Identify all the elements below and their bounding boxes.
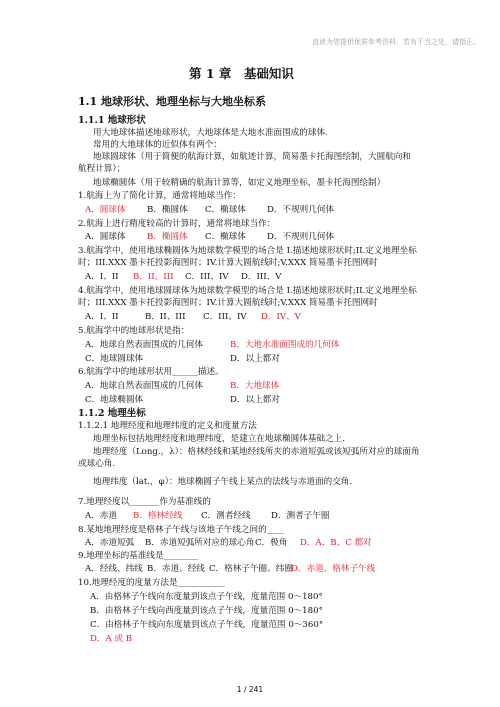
option-d: D．IV、V (261, 312, 301, 322)
option-b: B．大地球体 (230, 381, 280, 391)
option-b: B．赤道短弧所对应的球心角 (145, 538, 255, 548)
question-7-options (85, 510, 329, 522)
paragraph: 地理坐标包括地理经度和地理纬度，是建立在地球椭圆体基础之上. (93, 434, 345, 444)
paragraph: 用大地球体描述地球形状，大地球体是大地水准面围成的球体. (93, 128, 328, 138)
question-2-options (85, 231, 334, 243)
paragraph: 或球心角. (78, 459, 116, 469)
option-c: C．III、IV (203, 312, 247, 322)
option-c: C．由格林子午线向东度量到该点子午线，度量范围 0～360° (90, 620, 324, 630)
option-a: A．圆球体 (85, 232, 126, 242)
option-a: A．赤道短弧 (85, 538, 135, 548)
option-c: C．地球圆球体 (85, 354, 144, 364)
question-8-options (85, 537, 372, 549)
chapter-title: 第 1 章 基础知识 (189, 66, 294, 81)
question-5-options-row-2 (85, 353, 280, 365)
option-d: D．以上都对 (230, 354, 280, 364)
option-c: C．极角 (255, 538, 288, 548)
option-d: D．不规则几何体 (267, 205, 335, 215)
option-d: D．A 或 B (90, 634, 133, 644)
question-6: 6.航海学中的地球形状用______描述。 (78, 367, 224, 377)
option-b: B．椭圆体 (147, 232, 188, 242)
paragraph: 地球圆球体（用于简便的航海计算，如航迹计算，简易墨卡托海图绘制，大圆航向和 (93, 152, 411, 162)
paragraph: 地理纬度（lat.，φ）：地球椭圆子午线上某点的法线与赤道面的交角. (93, 477, 353, 487)
option-b: B．椭圆体 (147, 205, 188, 215)
question-3-line-2: 时；III.XXX 墨卡托投影海图时；IV.计算大圆航线时;V.XXX 简易墨卡托图网时 (78, 258, 378, 268)
paragraph: 地球椭圆体（用于较精确的航海计算等，如定义地理坐标，墨卡托海图绘制） (93, 178, 386, 188)
option-d: D．III、V (241, 272, 282, 282)
subsubsection-title: 1.1.2.1 地理经度和地理纬度的定义和度量方法 (78, 421, 257, 431)
question-4-line-2: 时；III.XXX 墨卡托投影海图时；IV.计算大圆航线时;V.XXX 简易墨卡托图网时 (78, 298, 378, 308)
question-4-line-1: 4.航海学中，使用地球圆球体为地球数学模型的场合是 I.描述地球形状时;II.定义地理坐标 (78, 286, 417, 296)
option-a: A．经线、纬线 (85, 564, 143, 574)
question-9-options (85, 563, 375, 575)
option-d: D．不规则几何体 (267, 232, 335, 242)
question-9: 9.地理坐标的基准线是________ (78, 551, 198, 561)
question-5-options-row-1 (85, 339, 339, 351)
question-5: 5.航海学中的地球形状是指： (78, 326, 190, 336)
paragraph: 地理经度（Long.，λ）：格林经线和某地经线所夹的赤道短弧或该短弧所对应的球面角 (93, 447, 420, 457)
question-3-options (85, 271, 281, 283)
question-6-options-row-2 (85, 394, 280, 406)
subsection-title: 1.1.1 地球形状 (78, 115, 146, 126)
option-a: A．I、II (85, 312, 119, 322)
option-d: D．A、B、C 都对 (300, 538, 372, 548)
option-a: A．赤道 (85, 511, 117, 521)
option-b: B．II、III (133, 272, 174, 282)
question-4-options (85, 311, 301, 323)
subsection-title: 1.1.2 地理坐标 (78, 408, 146, 419)
option-c: C．椭球体 (205, 232, 246, 242)
option-b: B．赤道、经线 (147, 564, 205, 574)
option-a: A．I、II (85, 272, 119, 282)
option-b: B．II、III (145, 312, 186, 322)
option-a: A．由格林子午线向东度量到该点子午线，度量范围 0～180° (90, 592, 323, 602)
option-c: C．格林子午圈、纬圈 (209, 564, 293, 574)
option-b: B．由格林子午线向西度量到该点子午线，度量范围 0～180° (90, 606, 323, 616)
page-number: 1 / 241 (236, 685, 264, 694)
option-c: C．椭球体 (205, 205, 246, 215)
question-7: 7.地理经度以_______作为基准线的 (78, 497, 211, 507)
option-b: B．大地水准面围成的几何体 (230, 340, 340, 350)
option-c: C．测者经线 (201, 511, 251, 521)
option-c: C．III、IV (185, 272, 229, 282)
question-10: 10.地理经度的度量方法是___________ (78, 578, 225, 588)
question-6-options-row-1 (85, 380, 279, 392)
section-title: 1.1 地球形状、地理坐标与大地坐标系 (78, 95, 266, 108)
paragraph: 航程计算）； (78, 164, 126, 174)
option-a: A．地球自然表面围成的几何体 (85, 381, 203, 391)
option-c: C．地球椭圆体 (85, 395, 144, 405)
question-1-options (85, 204, 334, 216)
option-d: D．以上都对 (230, 395, 280, 405)
question-2: 2.航海上进行精度较高的计算时，通常将地球当作： (78, 219, 276, 229)
option-a: A．地球自然表面围成的几何体 (85, 340, 203, 350)
option-d: D．测者子午圈 (271, 511, 330, 521)
option-a: A．圆球体 (85, 205, 126, 215)
option-b: B．格林经线 (133, 511, 183, 521)
paragraph: 常用的大地球体的近似体有两个： (93, 140, 222, 150)
header-note: 直读为您提供优质参考资料，若有不当之处，请指正。 (312, 38, 480, 46)
option-d: D．赤道、格林子午线 (291, 564, 376, 574)
question-1: 1.航海上为了简化计算，通常将地球当作： (78, 191, 241, 201)
question-3-line-1: 3.航海学中，使用地球椭圆体为地球数学模型的场合是 I.描述地球形状时;II.定义地理坐标 (78, 246, 417, 256)
question-8: 8.某地地理经度是格林子午线与该地子午线之间的____ (78, 525, 284, 535)
